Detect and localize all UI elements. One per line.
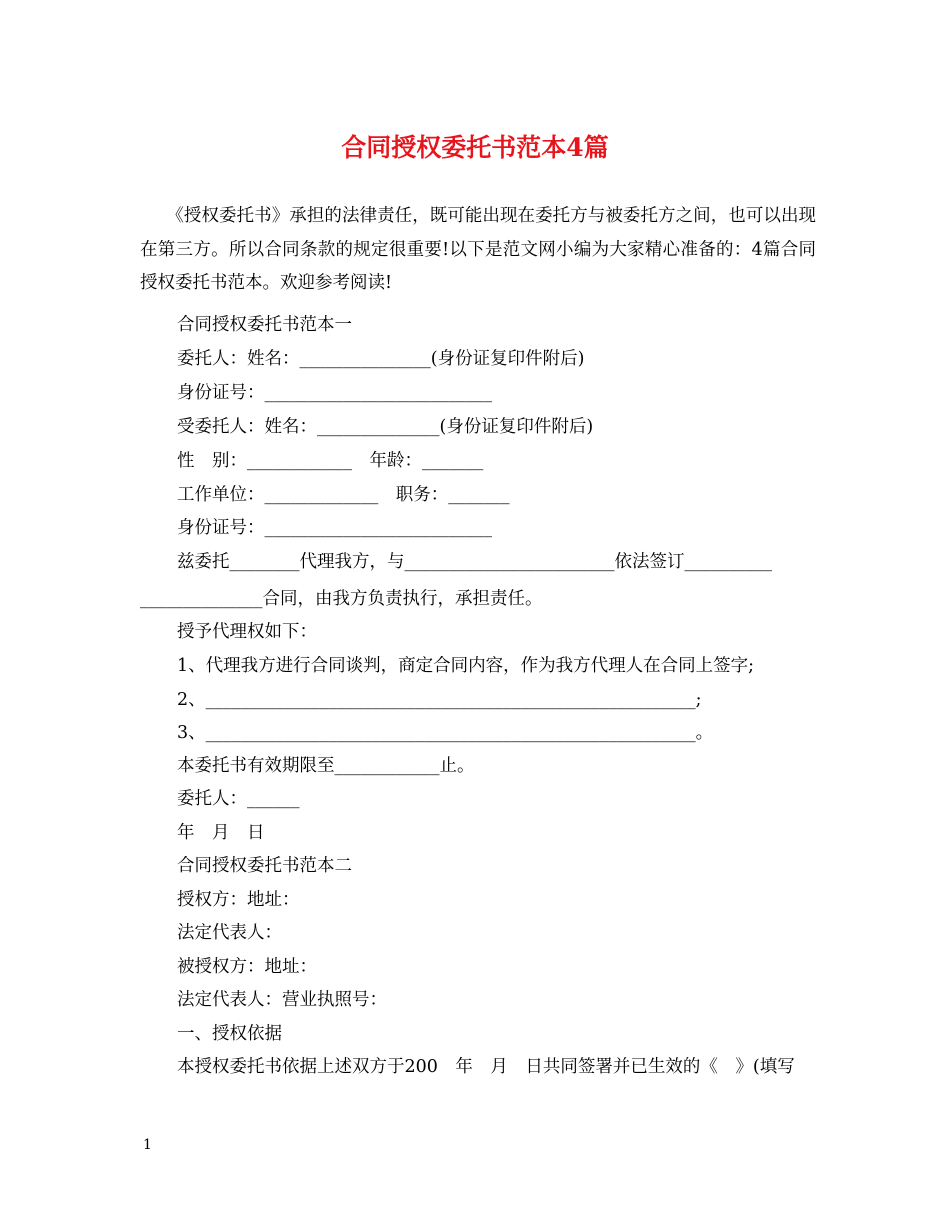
body-line: 授权方：地址： xyxy=(177,890,300,910)
intro-paragraph: 《授权委托书》承担的法律责任，既可能出现在委托方与被委托方之间，也可以出现在第三方。所以合同条款的规定很重要!以下是范文网小编为大家精心准备的：4篇合同授权委托书范本。欢迎参考阅读! xyxy=(140,206,816,294)
body-line: 本授权委托书依据上述双方于200 年 月 日共同签署并已生效的《 》(填写 xyxy=(177,1057,795,1077)
body-line: 受委托人：姓名：______________(身份证复印件附后) xyxy=(177,417,594,437)
body-line: 性 别：____________ 年龄：_______ xyxy=(177,451,484,471)
body-line: 1、代理我方进行合同谈判，商定合同内容，作为我方代理人在合同上签字; xyxy=(177,656,755,676)
body-line: 被授权方：地址： xyxy=(177,957,317,977)
body-line: 合同授权委托书范本一 xyxy=(177,315,352,335)
page-number: 1 xyxy=(143,1137,152,1153)
body-line: 委托人：姓名：_______________(身份证复印件附后) xyxy=(177,349,585,369)
body-line: 委托人：______ xyxy=(177,789,300,809)
body-line: 授予代理权如下： xyxy=(177,622,317,642)
body-line: 本委托书有效期限至____________止。 xyxy=(177,756,475,776)
body-line: 兹委托________代理我方，与________________________依法签订__________ xyxy=(177,552,772,572)
body-line: 工作单位：_____________ 职务：_______ xyxy=(177,485,510,505)
body-line: 法定代表人： xyxy=(177,923,282,943)
body-line: 年 月 日 xyxy=(177,823,265,843)
page-title: 合同授权委托书范本4篇 xyxy=(341,133,609,162)
body-line: 3、________________________________________________________。 xyxy=(177,723,714,743)
body-line: 合同授权委托书范本二 xyxy=(177,856,352,876)
body-line: 一、授权依据 xyxy=(177,1024,282,1044)
body-line: 2、________________________________________________________; xyxy=(177,690,702,710)
body-line: 身份证号：__________________________ xyxy=(177,518,492,538)
body-line: 法定代表人：营业执照号： xyxy=(177,990,387,1010)
body-line: 身份证号：__________________________ xyxy=(177,383,492,403)
body-line: ______________合同，由我方负责执行，承担责任。 xyxy=(140,589,543,609)
